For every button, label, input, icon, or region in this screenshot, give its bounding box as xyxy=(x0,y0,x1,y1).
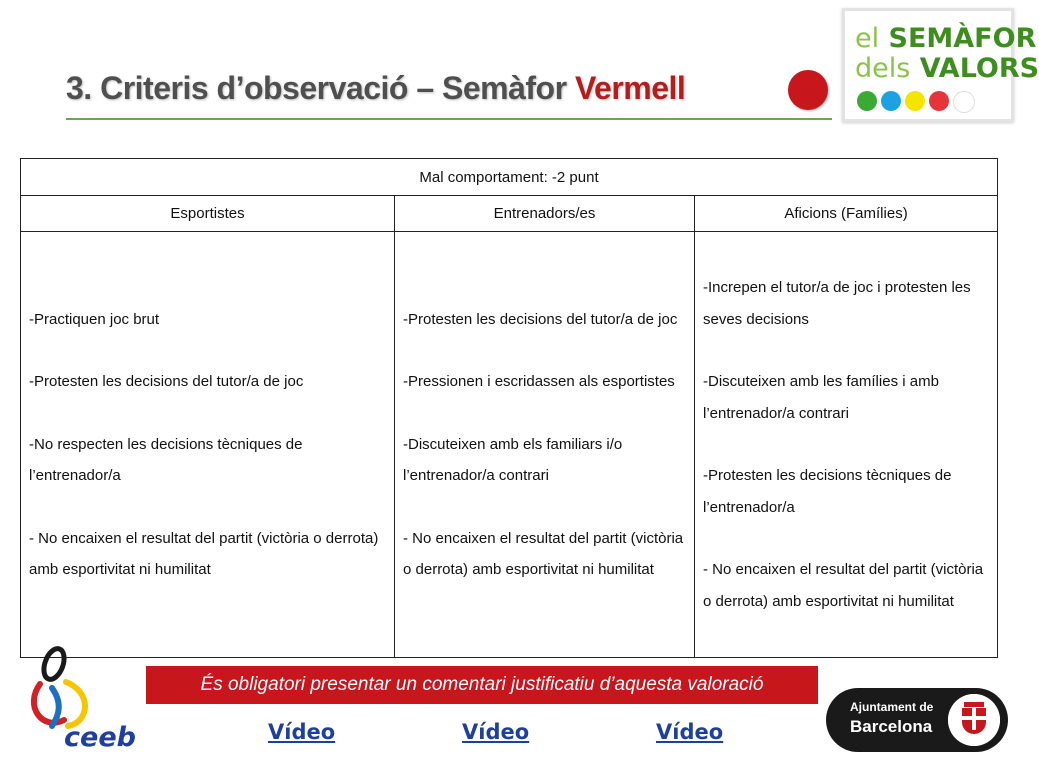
title-divider xyxy=(66,118,832,120)
slide-title xyxy=(66,70,685,107)
list-item: -Discuteixen amb els familiars i/o l’entrenador/a contrari xyxy=(403,435,623,484)
ceeb-logo-text: ceeb xyxy=(64,722,136,753)
header-main: Mal comportament: -2 xyxy=(419,168,566,186)
video-link-3[interactable]: Vídeo xyxy=(656,720,724,744)
column-header-esportistes: Esportistes xyxy=(21,196,395,232)
logo-dot-1 xyxy=(857,91,877,111)
logo-dot-4 xyxy=(929,91,949,111)
logo-line-2: dels VALORS xyxy=(855,53,1039,84)
list-item: - No encaixen el resultat del partit (victòria o derrota) amb esportivitat ni humilitat xyxy=(403,529,684,578)
table-header xyxy=(21,159,998,196)
list-item: - No encaixen el resultat del partit (victòria o derrota) amb esportivitat ni humilitat xyxy=(29,529,379,578)
cell-esportistes xyxy=(21,232,395,658)
title-prefix: 3. Criteris d’observació – Semàfor xyxy=(66,70,575,106)
header-unit: punt xyxy=(565,168,599,186)
ceeb-logo xyxy=(22,636,136,754)
semafor-valors-logo xyxy=(842,8,1039,122)
list-item: - No encaixen el resultat del partit (victòria o derrota) amb esportivitat ni humilitat xyxy=(703,561,984,610)
list-item: -Practiquen joc brut xyxy=(29,310,160,328)
list-item: -Protesten les decisions del tutor/a de joc xyxy=(29,373,304,390)
video-link-1[interactable]: Vídeo xyxy=(268,720,336,744)
ajuntament-barcelona-logo xyxy=(826,688,1008,752)
cell-aficions xyxy=(695,232,998,658)
justification-notice: És obligatori presentar un comentari justificatiu d’aquesta valoració xyxy=(146,666,818,704)
column-header-aficions: Aficions (Famílies) xyxy=(695,196,998,232)
ajuntament-line-2: Barcelona xyxy=(850,717,933,736)
list-item: -Increpen el tutor/a de joc i protesten les seves decisions xyxy=(703,279,971,328)
cell-entrenadors xyxy=(395,232,695,658)
list-item: -No respecten les decisions tècniques de l’entrenador/a xyxy=(29,435,303,484)
logo-dot-3 xyxy=(905,91,925,111)
logo-line-1: el SEMÀFOR xyxy=(855,23,1037,54)
logo-dot-2 xyxy=(881,91,901,111)
list-item: -Pressionen i escridassen als esportistes xyxy=(403,373,675,390)
barcelona-crest-icon xyxy=(948,694,1000,746)
logo-dot-5 xyxy=(953,91,975,113)
list-item: -Protesten les decisions del tutor/a de joc xyxy=(403,310,678,328)
column-header-entrenadors: Entrenadors/es xyxy=(395,196,695,232)
list-item: -Discuteixen amb les famílies i amb l’entrenador/a contrari xyxy=(703,373,939,422)
logo-dots xyxy=(857,91,975,113)
red-light-icon xyxy=(788,70,828,110)
ajuntament-line-1: Ajuntament de xyxy=(850,700,934,714)
video-link-2[interactable]: Vídeo xyxy=(462,720,530,744)
title-accent: Vermell xyxy=(574,70,686,106)
criteria-table xyxy=(20,158,998,658)
list-item: -Protesten les decisions tècniques de l’entrenador/a xyxy=(703,467,952,516)
